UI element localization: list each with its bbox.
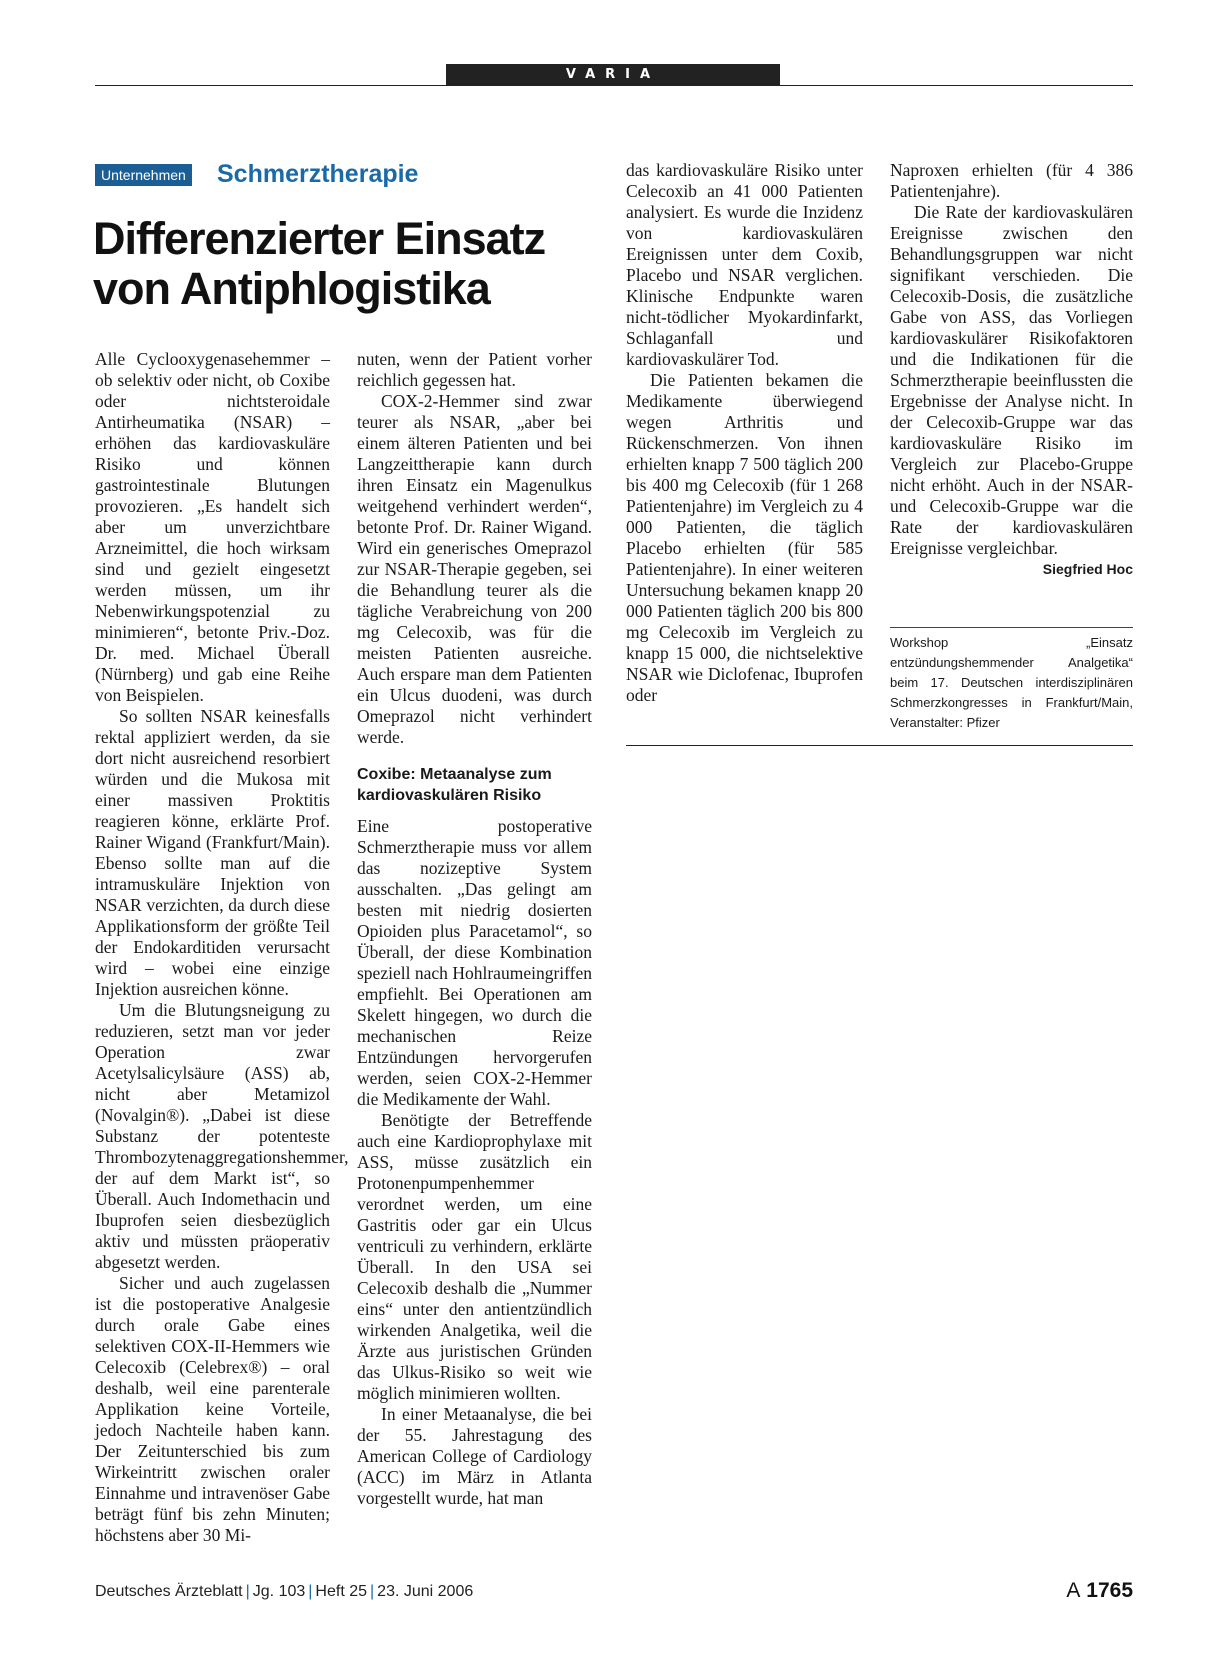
author-byline: Siegfried Hoc — [1042, 561, 1133, 577]
category-badge: Unternehmen — [95, 164, 192, 186]
section-label: VARIA — [446, 64, 780, 86]
paragraph: Eine postoperative Schmerztherapie muss vor allem das nozizeptive System ausschalten. „Das gelingt am besten mit niedrig dosierten Opioiden plus Paracetamol“, so Überall, der diese Kombination speziell nach Hohlraumeingriffen empfiehlt. Bei Operationen am Skelett hingegen, wo durch die mechanischen Reize Entzündungen hervorgerufen werden, seien COX-2-Hemmer die Medikamente der Wahl. — [357, 816, 592, 1109]
header-rule — [95, 85, 1133, 86]
article-end-rule — [626, 745, 1133, 746]
headline-line-2: von Antiphlogistika — [93, 263, 490, 314]
text-column-1 — [95, 349, 349, 1546]
paragraph: das kardiovaskuläre Risiko unter Celecoxib an 41 000 Patienten analysiert. Es wurde die Inzidenz von kardiovaskulären Ereignissen unter dem Coxib, Placebo und NSAR verglichen. Klinische Endpunkte waren nicht-tödlicher Myokardinfarkt, Schlaganfall und kardiovaskulärer Tod. — [626, 160, 863, 369]
text-column-4 — [890, 160, 1133, 580]
paragraph: COX-2-Hemmer sind zwar teurer als NSAR, „aber bei einem älteren Patienten und bei Langzeittherapie kann durch ihren Einsatz ein Magenulkus weitgehend verhindert werden“, betonte Prof. Dr. Rainer Wigand. Wird ein generisches Omeprazol zur NSAR-Therapie gegeben, sei die Behandlung teurer als die tägliche Verabreichung von 200 mg Celecoxib, was für die meisten Patienten ausreiche. Auch erspare man dem Patienten ein Ulcus duodeni, was durch Omeprazol nicht verhindert werde. — [357, 391, 592, 747]
note-rule — [890, 627, 1133, 628]
paragraph — [890, 202, 1133, 577]
paragraph: Benötigte der Betreffende auch eine Kardioprophylaxe mit ASS, müsse zusätzlich ein Protonenpumpenhemmer verordnet werden, um eine Gastritis oder gar ein Ulcus ventriculi zu verhindern, erklärte Überall. In den USA sei Celecoxib deshalb die „Nummer eins“ unter den antientzündlich wirkenden Analgetika, weil die Ärzte aus juristischen Gründen das Ulkus-Risiko so weit wie möglich minimieren wollten. — [357, 1110, 592, 1403]
separator: | — [308, 1583, 313, 1600]
kicker-title: Schmerztherapie — [217, 160, 419, 188]
paragraph: In einer Metaanalyse, die bei der 55. Jahrestagung des American College of Cardiology (ACC) im März in Atlanta vorgestellt wurde, hat man — [357, 1404, 592, 1508]
page-number — [1066, 1579, 1133, 1603]
separator: | — [245, 1583, 250, 1600]
journal-volume: Jg. 103 — [252, 1583, 306, 1600]
journal-name: Deutsches Ärzteblatt — [95, 1583, 243, 1600]
paragraph: Die Patienten bekamen die Medikamente überwiegend wegen Arthritis und Rückenschmerzen. Von ihnen erhielten knapp 7 500 täglich 200 bis 400 mg Celecoxib (für 1 268 Patientenjahre) im Vergleich zu 4 000 Patienten, die täglich Placebo erhielten (für 585 Patientenjahre). In einer weiteren Untersuchung bekamen knapp 20 000 Patienten täglich 200 bis 800 mg Celecoxib im Vergleich zu knapp 15 000, die nichtselektive NSAR wie Diclofenac, Ibuprofen oder — [626, 370, 863, 705]
paragraph: nuten, wenn der Patient vorher reichlich gegessen hat. — [357, 349, 592, 390]
article-headline — [93, 214, 613, 314]
text-column-3 — [626, 160, 863, 706]
footer-citation — [95, 1583, 473, 1601]
section-subheading: Coxibe: Metaanalyse zum kardiovaskulären Risiko — [357, 766, 552, 804]
text-column-2 — [357, 349, 592, 1509]
journal-date: 23. Juni 2006 — [377, 1583, 474, 1600]
paragraph: So sollten NSAR keinesfalls rektal appliziert werden, da sie dort nicht ausreichend resorbiert würden und die Mukosa mit einer massiven Proktitis reagieren könne, erklärte Prof. Rainer Wigand (Frankfurt/Main). Ebenso sollte man auf die intramuskuläre Injektion von NSAR verzichten, da durch diese Applikationsform der größte Teil der Endokarditiden verursacht wird – wobei eine einzige Injektion ausreichen könne. — [95, 706, 330, 999]
paragraph: Alle Cyclooxygenasehemmer – ob selektiv oder nicht, ob Coxibe oder nichtsteroidale Antirheumatika (NSAR) – erhöhen das kardiovaskuläre Risiko und können gastrointestinale Blutungen provozieren. „Es handelt sich aber um unverzichtbare Arzneimittel, die hoch wirksam sind und gezielt eingesetzt werden müssen, um ihr Nebenwirkungspotenzial zu minimieren“, betonte Priv.-Doz. Dr. med. Michael Überall (Nürnberg) und gab eine Reihe von Beispielen. — [95, 349, 330, 705]
paragraph: Naproxen erhielten (für 4 386 Patientenjahre). — [890, 160, 1133, 201]
paragraph: Um die Blutungsneigung zu reduzieren, setzt man vor jeder Operation zwar Acetylsalicylsäure (ASS) ab, nicht aber Metamizol (Novalgin®). „Dabei ist diese Substanz der potenteste Thrombozytenaggregationshemmer, der auf dem Markt ist“, so Überall. Auch Indomethacin und Ibuprofen seien diesbezüglich aktiv und müssten präoperativ abgesetzt werden. — [95, 1000, 349, 1272]
page-number-value: 1765 — [1086, 1579, 1133, 1602]
page-prefix: A — [1066, 1579, 1081, 1602]
event-note: Workshop „Einsatz entzündungshemmender Analgetika“ beim 17. Deutschen interdisziplinären Schmerzkongresses in Frankfurt/Main, Veranstalter: Pfizer — [890, 635, 1133, 730]
paragraph: Sicher und auch zugelassen ist die postoperative Analgesie durch orale Gabe eines selektiven COX-II-Hemmers wie Celecoxib (Celebrex®) – oral deshalb, weil eine parenterale Applikation keine Vorteile, jedoch Nachteile haben kann. Der Zeitunterschied bis zum Wirkeintritt zwischen oraler Einnahme und intravenöser Gabe beträgt fünf bis zehn Minuten; höchstens aber 30 Mi- — [95, 1273, 330, 1545]
journal-issue: Heft 25 — [315, 1583, 368, 1600]
paragraph-text: Die Rate der kardiovaskulären Ereignisse zwischen den Behandlungsgruppen war nicht signifikant verschieden. Die Celecoxib-Dosis, die zusätzliche Gabe von ASS, das Vorliegen kardiovaskulärer Risikofaktoren und die Indikationen für die Schmerztherapie beeinflussten die Ergebnisse der Analyse nicht. In der Celecoxib-Gruppe war das kardiovaskuläre Risiko im Vergleich zur Placebo-Gruppe nicht erhöht. Auch in der NSAR- und Celecoxib-Gruppe war die Rate der kardiovaskulären Ereignisse vergleichbar. — [890, 202, 1133, 558]
separator: | — [370, 1583, 375, 1600]
headline-line-1: Differenzierter Einsatz — [93, 213, 546, 264]
